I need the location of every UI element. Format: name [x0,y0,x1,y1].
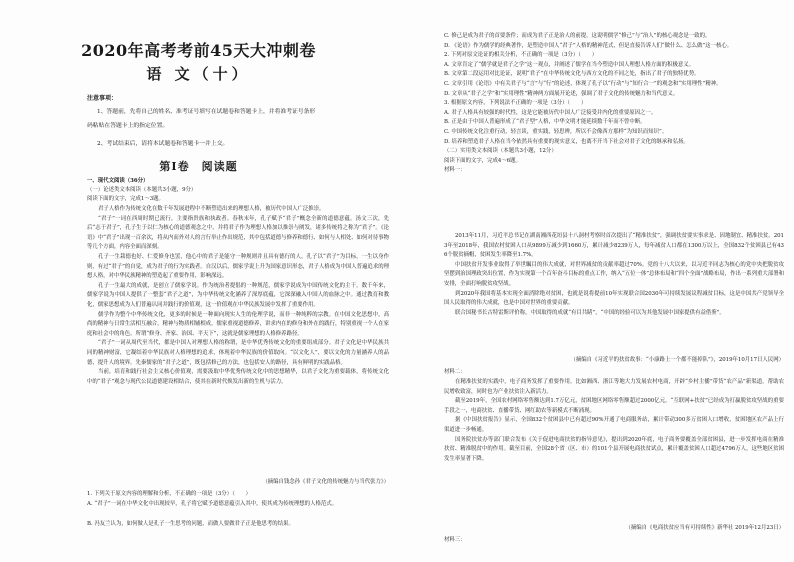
question-line: D. 文章从“君子之学”和“实用理性”精神两方面展开论述，强调了君子文化的传统魅力和当代意义。 [444,90,679,97]
question-line: 3. 根据原文内容，下列说法不正确的一项是（3分）（ ） [444,100,587,107]
essay-source: （摘编自钱念孙《君子文化的传统魅力与当代张力》） [262,479,389,485]
question-line: 2. 下列对原文论证的相关分析，不正确的一项是（3分）（ ） [444,52,598,59]
news-paragraph: 中国扶贫开发事业取得了举世瞩目的伟大成就，对世界减贫的贡献率超过70%。党的十八大以来，以习近平同志为核心的党中央把脱贫攻坚摆到治国理政突出位置，作为实现第一个百年奋斗目标的重点工作，纳入“五位一体”总体布局和“四个全面”战略布局，作出一系列重大部署和安排，全面打响脱贫攻坚战。 [444,261,784,287]
essay-paragraph: 儒学作为整个中华传统文化，更多的时候是一种面向现实人生的伦理学说，而非一种纯粹的宗教。在中国文化思想中，高尚的精神与日常生活相互融合，精神与物质相辅相成。儒家重视道德修养，讲求内在的修身和外在的践行，特别重视一个人在家庭和社会中的角色。所谓“修身、齐家、治国、平天下”，这就是儒家理想的人格修养路径。 [87,311,389,337]
news-paragraph: 据《中国扶贫报告》显示，全国832个贫困县中已有超过90%开通了电商服务站，累计带动300多万贫困人口增收，贫困地区农产品上行渠道进一步畅通。 [444,417,784,433]
essay-paragraph: 孔子一生最大的成就，是创立了儒家学说。作为统治者提倡的一种规范，儒家学说成为中国传统文化的主干。数千年来，儒家学说为中国人提供了一整套“君子之道”，为中华传统文化涵养了深厚底蕴，它深深融入中国人的血脉之中。通过教育和教化，儒家思想成为人们普遍认同并践行的价值观，这一价值观在中华民族发展中发挥了重要作用。 [87,282,389,308]
news-paragraph: 2013年11月，习近平总书记在湖南湘西花垣县十八洞村考察时首次提出了“精准扶贫”，强调扶贫要实事求是、因地制宜、精准扶贫。2013年至2018年，我国农村贫困人口从9899万减少到1660万，累计减少8239万人，每年减贫人口都在1300万以上，全国832个贫困县已有436个脱贫摘帽，贫困发生率降至1.7%。 [444,233,784,259]
question-line: D. 培养和塑造君子人格在当今依然具有重要的现实意义，也离不开当下社会对君子文化的继承和弘扬。 [444,138,689,145]
sub-heading: （一）论述类文本阅读（本题共3小题，9分） [87,187,197,193]
question-1-option-a: A. “君子”一词在中华文化中出现较早，孔子将它赋予道德意蕴引入其中，使其成为传统理想的人格范式。 [87,501,338,507]
question-line: D. 《论语》作为儒学的经典著作，是塑造中国人“君子”人格的精神范式，但是直接告诉人们“做什么、怎么做”这一核心。 [444,42,733,49]
news-paragraph: 国务院扶贫办等部门联合发布《关于促进电商扶贫的指导意见》，提出到2020年底，电子商务要覆盖全部贫困县，进一步发挥电商在精准扶贫、精准脱贫中的作用。截至目前，全国28个省（区、市）的101个县开展电商扶贫试点，累计覆盖贫困人口超过4796万人，这些地区贫困发生率显著下降。 [444,436,784,462]
material-2-heading: 材料二： [444,369,466,375]
part-title: 第Ⅰ卷 阅读题 [159,160,238,173]
notice-item: 1、答题前，先将自己的姓名、准考证号填写在试题卷和答题卡上，并将准考证号条形 [97,109,316,115]
news-paragraph: 截至2019年，全国农村网络零售额达到1.7万亿元，贫困地区网络零售额超过2000亿元。“互联网+扶贫”已经成为打赢脱贫攻坚战的重要手段之一，电商扶贫、直播带货、网红助农等新模式不断涌现。 [444,398,784,414]
material-2-source: （摘编自《电商扶贫应当有可持续性》新华社 2019年12月23日） [625,525,784,531]
notice-heading: 注意事项： [87,95,118,102]
essay-paragraph: 孔子一生栽德也好、仁爱修身也罢，他心中的君子是能守一种规则并且具有德行的人。孔子以“君子”为目标，一生以身作则，有过“君子”的自觉，成为君子的行为实践者。自汉以后，儒家学说上升为国家意识形态，君子人格成为中国人普遍追求的理想人格，对中华民族精神的塑造起了重要作用，影响深远。 [87,253,389,280]
right-questions [444,32,784,228]
question-line: C. 文章引用《论语》中有关君子与“言”与“行”的论述，体现了孔子以“行动”与“知行合一”的观念和“实用理性”精神。 [444,80,722,87]
news-paragraph: 在精准扶贫的实践中，电子商务发挥了重要作用。比如湘西、浙江等地大力发展农村电商，开辟“乡村主播”带货“农产品”新渠道，帮助农民增收致富，同时也为产业扶贫注入新活力。 [444,379,784,395]
notice-item: 2、考试结束后，请将本试题卷和答题卡一并上交。 [97,141,229,147]
question-line: A. 文章肯定了“儒学就是君子之学”这一观点，并阐述了儒学在当今塑造中国人理想人格方面的积极意义。 [444,61,695,68]
news-paragraph: 到2020年我国将基本实现全面消除绝对贫困，也就是说将提前10年实现联合国2030年可持续发展议程减贫目标，这是中国共产党领导全国人民取得的伟大成就，也是中国对世界的重要贡献。 [444,290,784,307]
material-1 [444,232,784,352]
instruction: 阅读下面的文字，完成1～3题。 [87,196,164,202]
question-line: B. 正是由于中国人普遍形成了“君子型”人格，中华文明才能延续数千年而不曾中断。 [444,119,646,126]
question-1-option-b: B. 冯友兰认为，如何做人是孔子一生思考的问题，而做人要做君子正是他思考的结果。 [87,521,294,527]
question-line: B. 文章第二段运用对比论证，说明“君子”在中华传统文化与西方文化的不同之处，指出了君子的独特优势。 [444,71,700,78]
essay-paragraph: “君子”一词从周代至当代，都是中国人对理想人格的称谓，是中华优秀传统文化的重要组成部分。君子文化是中华民族共同的精神财富，它凝结着中华民族对人格理想的追求，体现着中华民族的价值取向。“以文化人”，要以文化的力量涵养人的品德，提升人的境界。先秦儒家的“君子之道”，既包括修己的方法，也包括安人的路径，具有鲜明的实践品格。 [87,340,389,366]
essay-paragraph: 君子人格作为传统文化在数千年发展进程中不断塑造出来的理想人格，被历代中国人广泛推崇。 [98,206,325,212]
question-line: （二）实用类文本阅读（本题共3小题，12分） [444,148,557,155]
exam-title: 2020年高考考前45天大冲刺卷 [81,41,316,60]
material-1-source: （摘编自《习近平的扶贫故事：“小康路上一个都不能掉队”》，2019年10月17日人民网） [570,357,784,363]
question-line: C. 中国传统文化注重行动，轻言谈，重实践，轻思辨，所以不会像西方那样“为知识而知识”。 [444,128,668,135]
question-line: A. 君子人格具有较强的时代性，这是它能被历代中国人广泛接受并内化的重要原因之一。 [444,109,657,116]
section-heading: 一、现代文阅读（36分） [87,178,149,184]
material-2 [444,378,784,520]
essay-body [87,205,389,475]
news-paragraph: 联合国秘书长古特雷斯评价称，中国取得的成就“有目共睹”，“中国的经验可以为其他发展中国家提供有益借鉴”。 [455,309,725,316]
question-line: 材料一： [444,167,466,174]
question-1: 1. 下列关于原文内容的理解和分析，不正确的一项是（3分）（ ） [87,491,251,497]
question-line: C. 修己是成为君子的首要条件；而成为君子正是治人的前提，这说明儒学“修己”与“治人”的核心观念是一致的。 [444,33,711,39]
essay-paragraph: 当前，培育和践行社会主义核心价值观，需要汲取中华优秀传统文化中的思想精华，以君子文化为重要载体，将传统文化中的“君子”观念与现代公民道德建设相结合，使其在新时代焕发出新的生机与活力。 [87,369,389,385]
question-line: 阅读下面的文字，完成4～6题。 [444,157,521,164]
notice-item: 码粘贴在答题卡上的指定位置。 [87,123,169,129]
material-3-heading: 材料三： [444,537,466,543]
essay-paragraph: “君子”一词在西周时期已流行，主要指贵族和执政者。春秋末年，孔子赋予“君子”概念全新的道德意蕴。汤文三次，先后“志于君子”，孔子生于以仁为核心的道德观念之中，并将君子作为理想人格加以推崇与阐发，诸多传统将之称为“君子”。《论语》中“君子”出现一百余次，将从内而外对人的言行举止作出规范，其中包括道德与修养和德行、如何与人相处、如何对待事物等几个方面，内容全面而深刻。 [87,215,389,251]
subject-title: 语 文（十） [146,65,251,83]
